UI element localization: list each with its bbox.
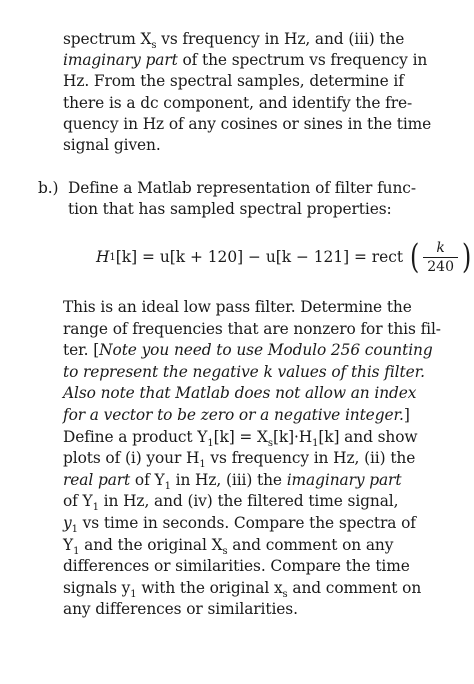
text-segment: imaginary part bbox=[286, 470, 402, 489]
text-line bbox=[63, 135, 161, 155]
text-line bbox=[63, 491, 399, 514]
text-line bbox=[63, 340, 433, 360]
text-line bbox=[63, 319, 441, 339]
subscript: s bbox=[151, 40, 157, 52]
text-segment: in Hz, and (iv) the filtered time signal, bbox=[98, 492, 399, 511]
text-line bbox=[63, 535, 393, 555]
text-segment: for a vector to be zero or a negative integer. bbox=[63, 406, 404, 424]
text-segment: ter. [ bbox=[63, 341, 100, 360]
text-segment: [k] and show bbox=[318, 427, 418, 446]
text-segment: there is a dc component, and identify the fre- bbox=[63, 93, 413, 112]
text-segment: Define a product Y bbox=[63, 427, 208, 446]
subscript: 1 bbox=[207, 437, 214, 449]
left-paren-glyph: ( bbox=[409, 237, 420, 277]
text-line bbox=[63, 448, 416, 471]
part-b-intro-line-1: Define a Matlab representation of filter func- bbox=[68, 179, 416, 197]
text-segment: plots of (i) your H bbox=[63, 449, 200, 468]
text-segment: vs time in seconds. Compare the spectra of bbox=[77, 514, 416, 532]
subscript: 1 bbox=[92, 502, 99, 514]
equation-lhs: H bbox=[96, 248, 110, 266]
subscript: 1 bbox=[164, 480, 171, 492]
equation-middle: = u[k + 120] − u[k − 121] = rect bbox=[142, 248, 404, 266]
text-segment: Note you need to use Modulo 256 counting bbox=[99, 341, 433, 360]
equation-lhs-arg: [k] bbox=[115, 248, 138, 266]
fraction-numerator: k bbox=[436, 239, 445, 256]
equation-lhs-sub: 1 bbox=[109, 251, 116, 263]
subscript: s bbox=[267, 437, 273, 449]
text-line bbox=[63, 29, 405, 52]
subscript: 1 bbox=[312, 437, 319, 449]
subscript: 1 bbox=[71, 524, 78, 536]
text-line bbox=[63, 50, 427, 70]
text-segment: Y bbox=[63, 535, 74, 554]
text-segment: with the original x bbox=[136, 578, 283, 597]
text-segment: vs frequency in Hz, (ii) the bbox=[205, 449, 416, 468]
text-segment: [k]·H bbox=[272, 427, 313, 446]
text-segment: [k] = X bbox=[213, 427, 268, 446]
text-line bbox=[63, 71, 404, 91]
text-segment: and comment on bbox=[287, 578, 422, 597]
text-segment: of Y bbox=[63, 492, 93, 511]
text-line bbox=[63, 513, 416, 536]
text-line bbox=[63, 405, 410, 425]
right-paren-glyph: ) bbox=[461, 237, 472, 277]
text-segment: to represent the negative k values of this filter. bbox=[63, 362, 425, 381]
text-line bbox=[63, 383, 416, 403]
part-b-label: b.) bbox=[38, 179, 59, 197]
text-line bbox=[63, 599, 298, 619]
part-b-intro-line-2: tion that has sampled spectral properties: bbox=[68, 200, 392, 218]
text-segment: spectrum X bbox=[63, 30, 152, 48]
text-segment: This is an ideal low pass filter. Determine the bbox=[63, 298, 412, 316]
text-segment: and the original X bbox=[79, 535, 223, 554]
text-segment: signal given. bbox=[63, 136, 161, 154]
filter-equation bbox=[96, 230, 473, 284]
fraction-denominator: 240 bbox=[427, 258, 454, 275]
text-line bbox=[63, 362, 425, 382]
text-segment: vs frequency in Hz, and (iii) the bbox=[156, 30, 405, 48]
text-segment: of Y bbox=[130, 470, 165, 489]
subscript: s bbox=[282, 588, 288, 600]
subscript: s bbox=[222, 545, 228, 557]
text-segment: and comment on any bbox=[227, 535, 394, 554]
subscript: 1 bbox=[199, 459, 206, 471]
text-line bbox=[63, 427, 417, 447]
subscript: 1 bbox=[73, 545, 80, 557]
text-line bbox=[63, 578, 421, 598]
text-line bbox=[63, 556, 410, 576]
text-segment: quency in Hz of any cosines or sines in the time bbox=[63, 114, 432, 133]
text-segment: signals y bbox=[63, 578, 131, 597]
text-line bbox=[63, 297, 412, 317]
text-segment: in Hz, (iii) the bbox=[170, 470, 287, 489]
text-segment: ] bbox=[403, 406, 410, 424]
text-segment: of the spectrum vs frequency in bbox=[177, 51, 428, 70]
text-segment: real part bbox=[63, 470, 131, 489]
text-segment: any differences or similarities. bbox=[63, 600, 298, 619]
text-segment: imaginary part bbox=[63, 51, 178, 70]
subscript: 1 bbox=[130, 588, 137, 600]
text-line bbox=[63, 93, 412, 113]
text-segment: Hz. From the spectral samples, determine if bbox=[63, 72, 404, 91]
text-line bbox=[63, 470, 401, 490]
text-line bbox=[63, 114, 431, 134]
text-segment: range of frequencies that are nonzero for this fil- bbox=[63, 319, 441, 338]
equation-fraction bbox=[423, 240, 458, 275]
text-segment: Also note that Matlab does not allow an index bbox=[63, 384, 417, 403]
text-segment: differences or similarities. Compare the time bbox=[63, 557, 410, 576]
text-segment: y bbox=[63, 514, 72, 532]
